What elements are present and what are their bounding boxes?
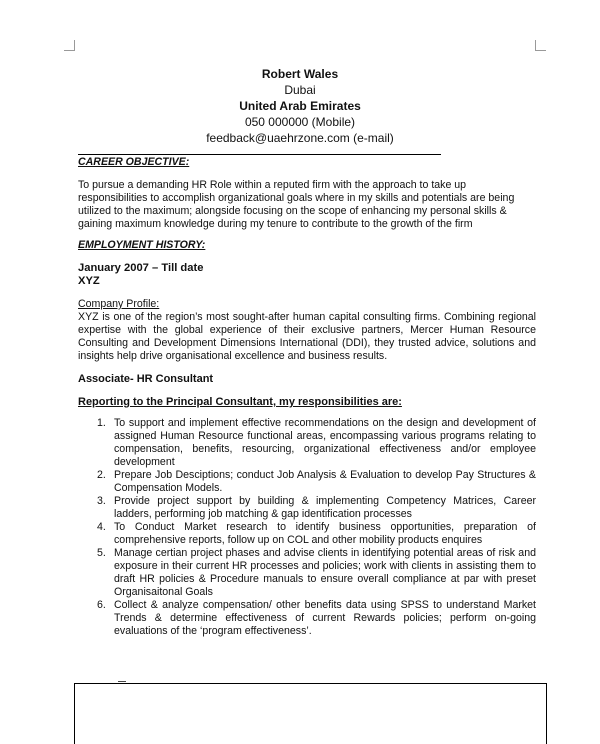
- career-objective-text: To pursue a demanding HR Role within a reputed firm with the approach to take up responsibilities to accomplish organizational goals where in my skills and potentials are being utilized to the maximum; alongside focusing on the scope of enhancing my personal skills & gaining maximum knowledge during my tenure to contribute to the growth of the firm: [78, 179, 515, 230]
- job-company: XYZ: [78, 275, 100, 287]
- list-item: 4. To Conduct Market research to identify business opportunities, preparation of comprehensive reports, follow up on COL and other mobility products enquires: [97, 521, 536, 546]
- career-objective-title: CAREER OBJECTIVE:: [78, 156, 190, 168]
- job-role: Associate- HR Consultant: [78, 373, 214, 385]
- list-item: 2. Prepare Job Desciptions; conduct Job Analysis & Evaluation to develop Pay Structures & Compensation Models.: [97, 469, 536, 494]
- list-item: 1. To support and implement effective recommendations on the design and development of assigned Human Resource functional areas, encompassing various programs relating to compensation, benefits, resourcing, organizational effectiveness and/or employee development: [97, 417, 536, 468]
- resume-header: [0, 66, 600, 146]
- resume-body: [78, 156, 536, 638]
- list-item: 3. Provide project support by building & implementing Competency Matrices, Career ladders, performing job matching & gap identification processes: [97, 495, 536, 520]
- candidate-name: Robert Wales: [261, 67, 339, 81]
- candidate-email: feedback@uaehrzone.com (e-mail): [206, 131, 394, 145]
- reporting-line: Reporting to the Principal Consultant, my responsibilities are:: [78, 396, 402, 408]
- company-profile-text: XYZ is one of the region’s most sought-after human capital consulting firms. Combining regional expertise with the global experience of their exclusive partners, Mercer Human Resource Consulting and Development Dimensions International (DDI), they trusted advice, solutions and insights help drive organisational excellence and business results.: [78, 311, 536, 362]
- header-divider: [78, 154, 441, 155]
- footer-mark: [118, 681, 126, 682]
- margin-corner-top-left: [64, 40, 75, 51]
- list-item: 6. Collect & analyze compensation/ other benefits data using SPSS to understand Market Trends & determine effectiveness of current Rewards policies; perform on-going evaluations of the ‘program effectiveness’.: [97, 599, 536, 637]
- candidate-phone: 050 000000 (Mobile): [244, 115, 356, 129]
- candidate-city: Dubai: [284, 83, 316, 97]
- margin-corner-top-right: [535, 40, 546, 51]
- footer-table-border: [74, 683, 547, 744]
- company-profile-label: Company Profile:: [78, 298, 160, 310]
- employment-history-title: EMPLOYMENT HISTORY:: [78, 239, 206, 251]
- candidate-country: United Arab Emirates: [239, 99, 361, 113]
- list-item: 5. Manage certian project phases and advise clients in identifying potential areas of risk and exposure in their current HR processes and policies; work with clients in assisting them to draft HR policies & Procedure manuals to ensure overall compliance at par with preset Organisaitonal Goals: [97, 547, 536, 598]
- job-period: January 2007 – Till date: [78, 262, 204, 274]
- responsibilities-list: [78, 417, 536, 638]
